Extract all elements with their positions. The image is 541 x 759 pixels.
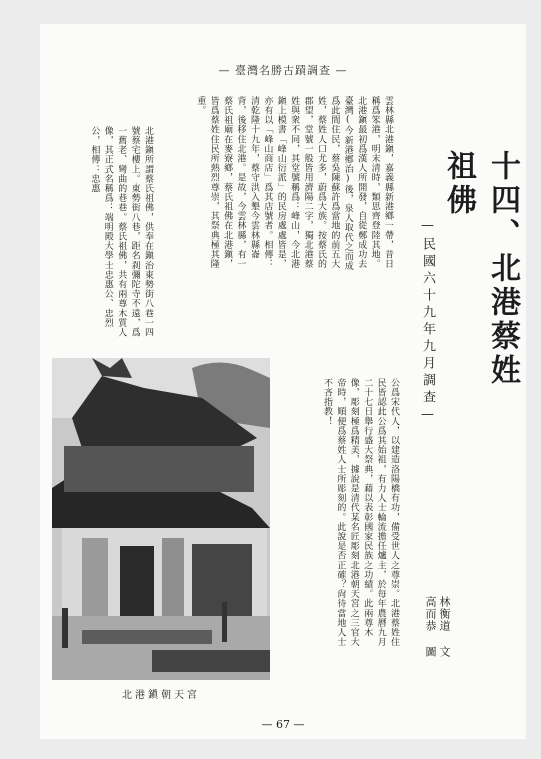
photo-caption: 北港鎭朝天宮	[122, 690, 200, 701]
article-title: 十四、北港蔡姓祖佛	[441, 150, 520, 388]
upper-body-text: 雲林縣北港鎭，嘉義縣新港鄕一帶，昔日稱爲笨港，明末清時，類思齊登陸其地。北港鎭最初爲漢人所開發，自從鄭成功去臺灣(今新港鄕治)後，泉人取代之而成爲此間住民，蔡吳陳蘇許爲當地的前五大姓，蔡姓人口尤多，蔚爲大族。按蔡氏的郡望，堂號一般皆用濟陽二字，獨北港蔡姓與衆不同，其堂號稱爲：峰山，今北港鎭上模書「峰山衍派」的民房處處皆是，亦有以「峰山商店」爲其店號者。相傳：清乾隆十九年，蔡守洪入墾今雲林縣崙背，後移住北港。是故，今雲林縣，有一蔡氏祖廟在麥寮鄕，蔡氏祖佛在北港鎭，皆爲蔡姓住民所熱烈尊崇，其祭典極其隆重。	[195, 96, 393, 271]
article-subtitle: —民國六十九年九月調查—	[420, 218, 435, 426]
running-header: — 臺灣名勝古蹟調查 —	[218, 64, 348, 77]
right-body-text: 公爲宋代人，以建造洛陽橋有功，備受世人之尊崇。北港蔡姓住民皆認此公爲其始祖，有力人士輪流擔任爐主，於每年農曆九月二十七日舉行盛大祭典，藉以表彰國家民族之功績。此兩尊木像，彫刻極爲精美，據說是清代某名匠彫刻北港朝天宮之三官大帝時，順便爲蔡姓人士所彫刻的。此說是否正確？尙待當地人士不吝指教！	[321, 378, 399, 647]
temple-illustration	[52, 358, 270, 680]
page-number: — 67 —	[261, 718, 305, 731]
temple-photo	[52, 358, 270, 680]
illustrator-credit: 高而恭 圖	[424, 596, 437, 658]
lower-body-text: 北港鎭所謂蔡氏祖佛，供奉在鎭治東勢街八巷一四號蔡宅樓上。東勢街八巷，距名刹彌陀寺不遠，爲一舊老、彎曲的巷巷。蔡氏祖佛，共有兩尊木質人像，其正式名稱爲：端明殿大學士忠惠公、忠烈公，相傳：忠惠	[89, 126, 153, 338]
author-credit: 林衡道 文	[438, 596, 451, 658]
credits	[423, 596, 451, 686]
